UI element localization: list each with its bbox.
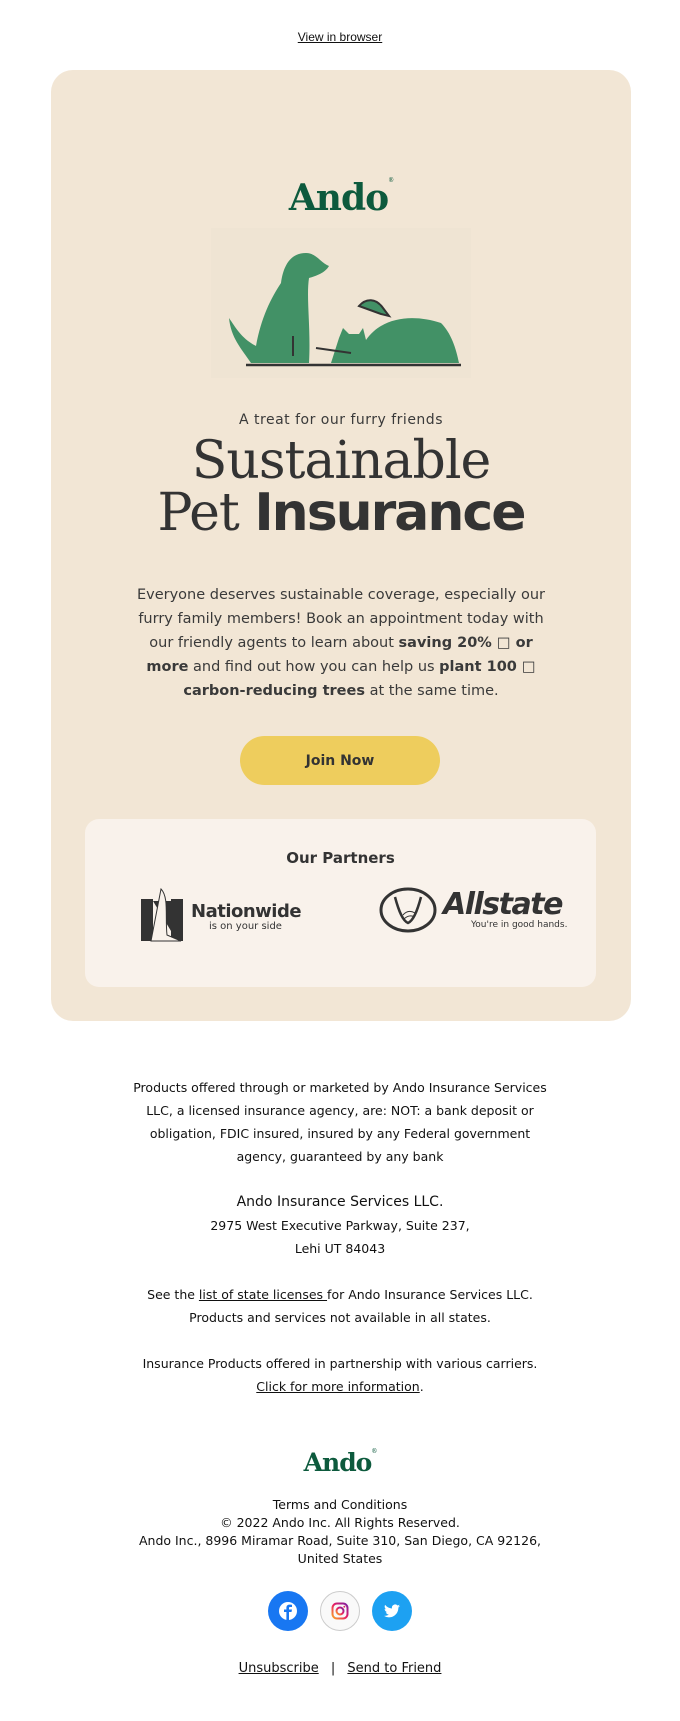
join-now-button[interactable]: Join Now bbox=[240, 736, 440, 785]
title-insurance: Insurance bbox=[254, 483, 525, 543]
allstate-logo bbox=[379, 887, 567, 933]
link-separator: | bbox=[330, 1661, 336, 1676]
footer-legal bbox=[130, 1076, 550, 1421]
hero-body-text: Everyone deserves sustainable coverage, especially our furry family members! Book an appointment today with our friendly agents to learn about saving 20% □ or more and find out how you can help us plant 100 □ carbon-reducing trees at the same time. bbox=[136, 587, 546, 699]
twitter-icon bbox=[384, 1604, 400, 1618]
company-address-line1: 2975 West Executive Parkway, Suite 237, bbox=[210, 1218, 470, 1233]
facebook-icon bbox=[279, 1602, 297, 1620]
facebook-button[interactable] bbox=[268, 1591, 308, 1631]
nationwide-tagline: is on your side bbox=[209, 921, 282, 932]
terms-link[interactable]: Terms and Conditions bbox=[272, 1497, 408, 1512]
footer-ando-logo[interactable]: Ando® bbox=[303, 1448, 377, 1477]
nationwide-name: Nationwide bbox=[191, 901, 302, 922]
carriers-text: Insurance Products offered in partnership with various carriers. Click for more information. bbox=[142, 1356, 538, 1394]
inc-address: Ando Inc., 8996 Miramar Road, Suite 310, San Diego, CA 92126, United States bbox=[138, 1533, 542, 1566]
dog-cat-bird-illustration bbox=[211, 228, 471, 378]
partners-section bbox=[85, 819, 596, 987]
nationwide-eagle-icon bbox=[141, 887, 185, 945]
state-licenses-link[interactable]: list of state licenses bbox=[198, 1287, 328, 1302]
title-line-1: Sustainable bbox=[191, 431, 491, 491]
footer-info bbox=[120, 1496, 560, 1568]
more-information-link[interactable]: Click for more information bbox=[256, 1379, 420, 1394]
licenses-text: See the list of state licenses for Ando Insurance Services LLC. Products and services not available in all states. bbox=[147, 1287, 533, 1325]
allstate-hands-icon bbox=[379, 887, 437, 933]
footer-links bbox=[0, 1661, 680, 1676]
send-to-friend-link[interactable]: Send to Friend bbox=[347, 1661, 442, 1676]
nationwide-logo bbox=[141, 887, 301, 945]
copyright-text: © 2022 Ando Inc. All Rights Reserved. bbox=[220, 1515, 460, 1530]
title-pet: Pet bbox=[157, 483, 239, 543]
company-address-line2: Lehi UT 84043 bbox=[294, 1241, 386, 1256]
instagram-button[interactable] bbox=[320, 1591, 360, 1631]
partners-title: Our Partners bbox=[286, 849, 395, 867]
twitter-button[interactable] bbox=[372, 1591, 412, 1631]
hero-title bbox=[51, 431, 631, 543]
view-in-browser-link[interactable]: View in browser bbox=[297, 30, 383, 44]
instagram-icon bbox=[331, 1602, 349, 1620]
unsubscribe-link[interactable]: Unsubscribe bbox=[238, 1661, 319, 1676]
company-name: Ando Insurance Services LLC. bbox=[236, 1194, 444, 1210]
allstate-tagline: You're in good hands. bbox=[471, 920, 568, 930]
disclaimer-text: Products offered through or marketed by Ando Insurance Services LLC, a licensed insurance agency, are: NOT: a bank deposit or obligation, FDIC insured, insured by any Federal government agency, guaranteed by any bank bbox=[133, 1080, 547, 1164]
logo-text: Ando bbox=[288, 177, 389, 219]
ando-logo[interactable]: Ando® bbox=[288, 177, 394, 219]
allstate-name: Allstate bbox=[443, 887, 562, 922]
logo-text: Ando bbox=[303, 1448, 372, 1477]
hero-subheading: A treat for our furry friends bbox=[239, 412, 443, 428]
main-card bbox=[51, 70, 631, 1021]
